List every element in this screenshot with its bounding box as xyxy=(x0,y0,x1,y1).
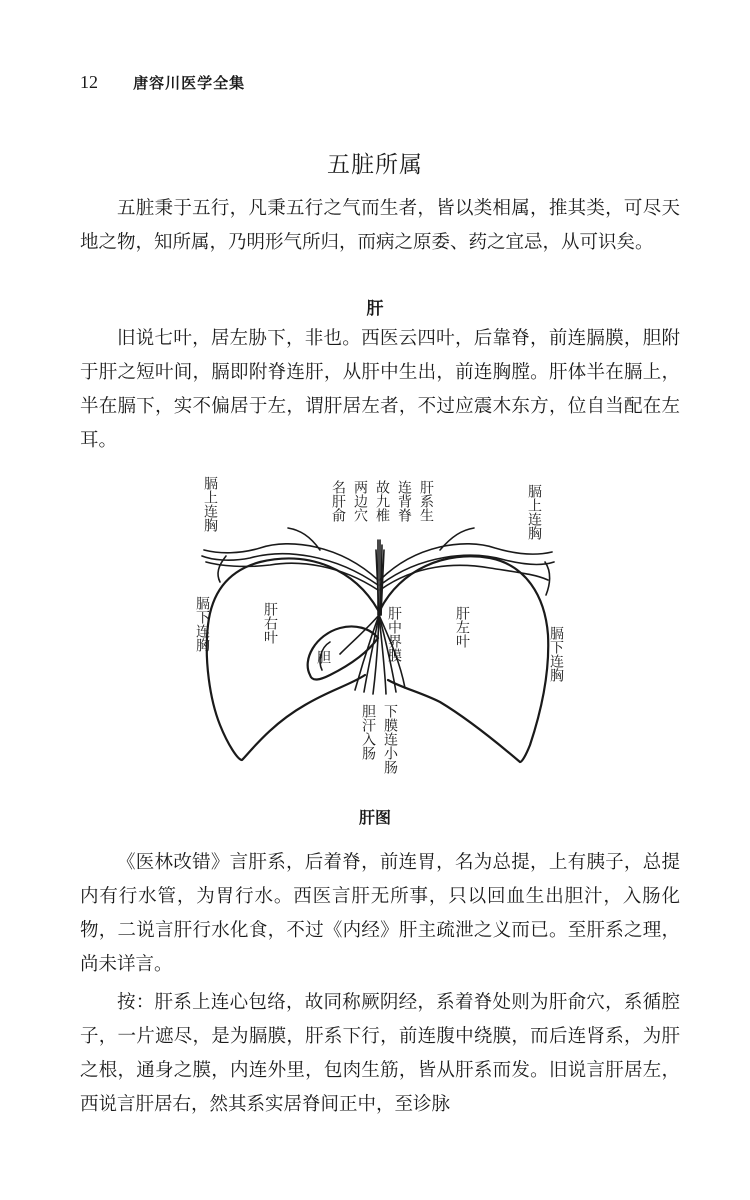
label-top-col-3: 故九椎 xyxy=(374,480,390,522)
label-top-col-4: 连背脊 xyxy=(396,480,412,522)
left-lobe-outline xyxy=(380,556,548,762)
liver-paragraph: 旧说七叶，居左胁下，非也。西医云四叶，后靠脊，前连膈膜，胆附于肝之短叶间，膈即附脊连肝，从肝中生出，前连胸膛。肝体半在膈上，半在膈下，实不偏居于左，谓肝居左者，不过应震木东方，位自当配在左耳。 xyxy=(80,328,680,451)
label-bottom-col-2: 下膜连小肠 xyxy=(382,704,398,774)
book-title: 唐容川医学全集 xyxy=(133,74,246,92)
right-lobe-outline xyxy=(207,559,378,760)
label-right-lobe: 肝右叶 xyxy=(262,602,278,644)
label-left-lobe: 肝左叶 xyxy=(454,606,470,648)
label-mid-right: 膈下连胸 xyxy=(548,626,564,682)
liver-figure xyxy=(190,470,570,800)
liver-heading: 肝 xyxy=(366,299,384,319)
intro-paragraph: 五脏秉于五行，凡秉五行之气而生者，皆以类相属，推其类，可尽天地之物，知所属，乃明形气所归，而病之原委、药之宜忌，从可识矣。 xyxy=(80,198,680,253)
label-mid-left: 膈下连胸 xyxy=(194,596,210,652)
section-title: 五脏所属 xyxy=(327,152,423,178)
running-head xyxy=(80,72,680,98)
label-top-left: 膈上连胸 xyxy=(202,476,218,532)
page-number: 12 xyxy=(80,72,98,92)
paragraph-note: 按：肝系上连心包络，故同称厥阴经，系着脊处则为肝俞穴，系循腔子，一片遮尽，是为膈膜，肝系下行，前连腹中绕膜，而后连肾系，为肝之根，通身之膜，内连外里，包肉生筋，皆从肝系而发。旧说言肝居左，西说言肝居右，然其系实居脊间正中，至诊脉 xyxy=(80,992,680,1115)
label-top-col-1: 名肝俞 xyxy=(330,480,346,522)
label-top-col-5: 肝系生 xyxy=(418,480,434,522)
label-gallbladder: 胆 xyxy=(315,650,331,664)
figure-caption: 肝图 xyxy=(358,808,391,827)
paragraph-yilin: 《医林改错》言肝系，后着脊，前连胃，名为总提，上有胰子，总提内有行水管，为胃行水。西医言肝无所事，只以回血生出胆汁，入肠化物，二说言肝行水化食，不过《内经》肝主疏泄之义而已。至肝系之理，尚未详言。 xyxy=(80,852,680,975)
label-center-membrane: 肝中界膜 xyxy=(386,606,402,662)
label-top-right: 膈上连胸 xyxy=(526,484,542,540)
label-top-col-2: 两边穴 xyxy=(352,480,368,522)
label-bottom-col-1: 胆汗入肠 xyxy=(360,704,376,760)
